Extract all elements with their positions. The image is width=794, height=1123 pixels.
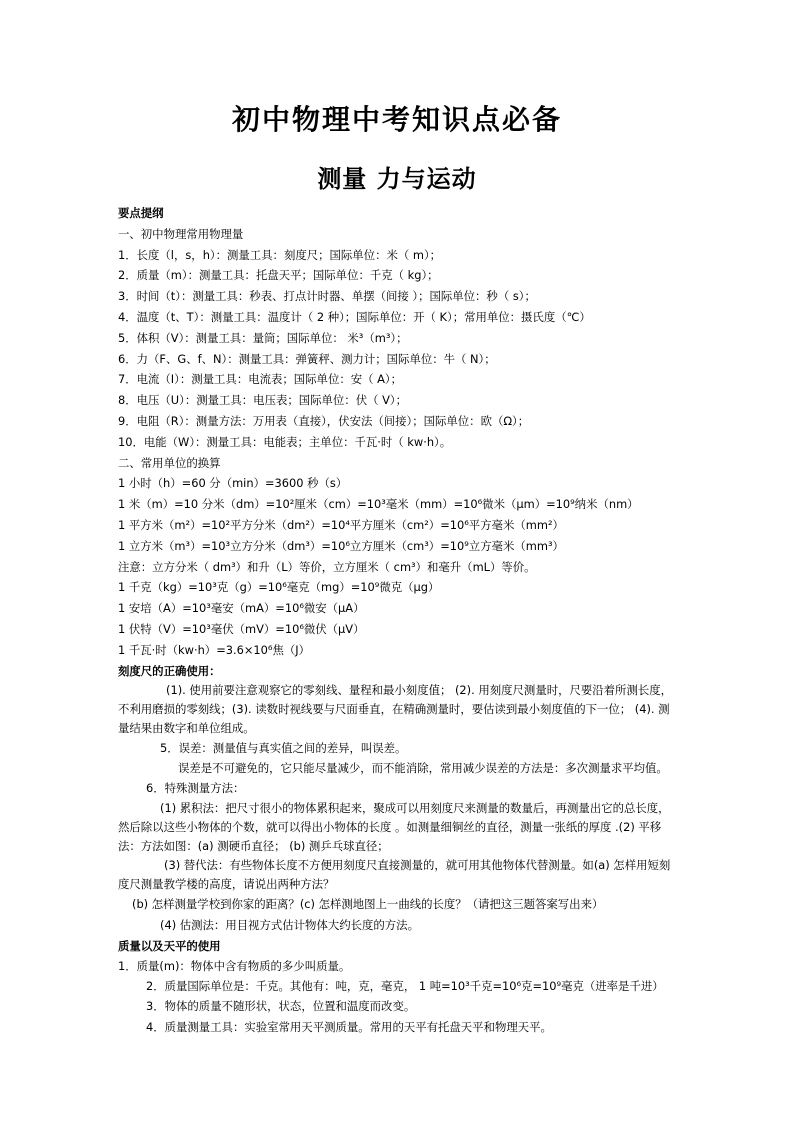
conversion-line: 1 千瓦·时（kw·h）=3.6×10⁶焦（J） bbox=[118, 642, 310, 657]
section-heading: 刻度尺的正确使用： bbox=[118, 663, 221, 678]
conversion-line: 1 千克（kg）=10³克（g）=10⁶毫克（mg）=10⁹微克（μg） bbox=[118, 580, 440, 595]
list-item: 2．质量（m）：测量工具：托盘天平；国际单位：千克（ kg）； bbox=[118, 268, 439, 283]
section-heading: 质量以及天平的使用 bbox=[118, 938, 221, 953]
list-item: 1．质量(m)：物体中含有物质的多少叫质量。 bbox=[118, 959, 351, 974]
document-title: 初中物理中考知识点必备 bbox=[231, 103, 562, 136]
document-body bbox=[118, 203, 678, 1038]
list-item: 5．体积（V）：测量工具：量筒；国际单位： 米³（m³）； bbox=[118, 330, 408, 345]
paragraph: 误差是不可避免的，它只能尽量减少，而不能消除，常用减少误差的方法是：多次测量求平均值。 bbox=[178, 761, 668, 776]
list-item: 3．物体的质量不随形状，状态，位置和温度而改变。 bbox=[146, 999, 416, 1014]
conversion-line: 1 安培（A）=10³毫安（mA）=10⁶微安（μA） bbox=[118, 601, 365, 616]
conversion-line: 1 平方米（m²）=10²平方分米（dm²）=10⁴平方厘米（cm²）=10⁶平方毫米（mm²） bbox=[118, 517, 564, 532]
subsection-heading: 一、初中物理常用物理量 bbox=[118, 226, 244, 241]
list-item: 6．力（F、G、f、N）：测量工具：弹簧秤、测力计；国际单位：牛（ N）； bbox=[118, 351, 496, 366]
list-item: 10．电能（W）：测量工具：电能表；主单位：千瓦·时（ kw·h）。 bbox=[118, 434, 452, 449]
paragraph: (1) 累积法：把尺寸很小的物体累积起来，聚成可以用刻度尺来测量的数量后，再测量出它的总长度，然后除以这些小物体的个数，就可以得出小物体的长度 。如测量细铜丝的直径，测量一张纸的厚度 .(2) 平移法：方法如图：(a) 测硬币直径； (b) 测乒乓球直径； bbox=[118, 800, 670, 853]
subsection-heading: 二、常用单位的换算 bbox=[118, 455, 221, 470]
list-item: 9．电阻（R）：测量方法：万用表（直接），伏安法（间接）；国际单位：欧（Ω）； bbox=[118, 413, 530, 428]
paragraph: (3) 替代法：有些物体长度不方便用刻度尺直接测量的，就可用其他物体代替测量。如(a) 怎样用短刻度尺测量教学楼的高度，请说出两种方法？ bbox=[118, 857, 671, 891]
conversion-line: 1 米（m）=10 分米（dm）=10²厘米（cm）=10³毫米（mm）=10⁶微米（μm）=10⁹纳米（nm） bbox=[118, 497, 639, 512]
conversion-line: 1 小时（h）=60 分（min）=3600 秒（s） bbox=[118, 476, 348, 491]
conversion-line: 1 伏特（V）=10³毫伏（mV）=10⁶微伏（μV） bbox=[118, 621, 365, 636]
conversion-line: 1 立方米（m³）=10³立方分米（dm³）=10⁶立方厘米（cm³）=10⁹立方毫米（mm³） bbox=[118, 538, 564, 553]
paragraph: (b) 怎样测量学校到你家的距离？(c) 怎样测地图上一曲线的长度？（请把这三题答案写出来） bbox=[132, 896, 604, 911]
paragraph: 6．特殊测量方法： bbox=[146, 781, 245, 796]
list-item: 4．质量测量工具：实验室常用天平测质量。常用的天平有托盘天平和物理天平。 bbox=[146, 1019, 552, 1034]
paragraph: (1). 使用前要注意观察它的零刻线、量程和最小刻度值； (2). 用刻度尺测量时，尺要沿着所测长度，不利用磨损的零刻线；(3). 读数时视线要与尺面垂直，在精确测量时，要估读到最小刻度值的下一位； (4). 测量结果由数字和单位组成。 bbox=[118, 683, 673, 736]
list-item: 1．长度（l，s，h）：测量工具：刻度尺；国际单位：米（ m）； bbox=[118, 247, 442, 262]
section-heading: 要点提纲 bbox=[118, 206, 164, 220]
list-item: 4．温度（t、T）：测量工具：温度计（ 2 种）；国际单位：开（ K）；常用单位：摄氏度（℃） bbox=[118, 309, 591, 324]
paragraph: (4) 估测法：用目视方式估计物体大约长度的方法。 bbox=[160, 917, 419, 932]
list-item: 7．电流（I）：测量工具：电流表；国际单位：安（ A）； bbox=[118, 372, 402, 387]
document-subtitle: 测量 力与运动 bbox=[317, 164, 477, 193]
list-item: 2．质量国际单位是：千克。其他有：吨，克，毫克， 1 吨=10³千克=10⁶克=10⁹毫克（进率是千进） bbox=[146, 979, 664, 994]
list-item: 8．电压（U）：测量工具：电压表；国际单位：伏（ V）； bbox=[118, 393, 407, 408]
paragraph: 5．误差：测量值与真实值之间的差异，叫误差。 bbox=[160, 741, 407, 756]
list-item: 3．时间（t）：测量工具：秒表、打点计时器、单摆（间接 ）；国际单位：秒（ s）； bbox=[118, 289, 536, 304]
note-line: 注意：立方分米（ dm³）和升（L）等价，立方厘米（ cm³）和毫升（mL）等价。 bbox=[118, 559, 536, 574]
